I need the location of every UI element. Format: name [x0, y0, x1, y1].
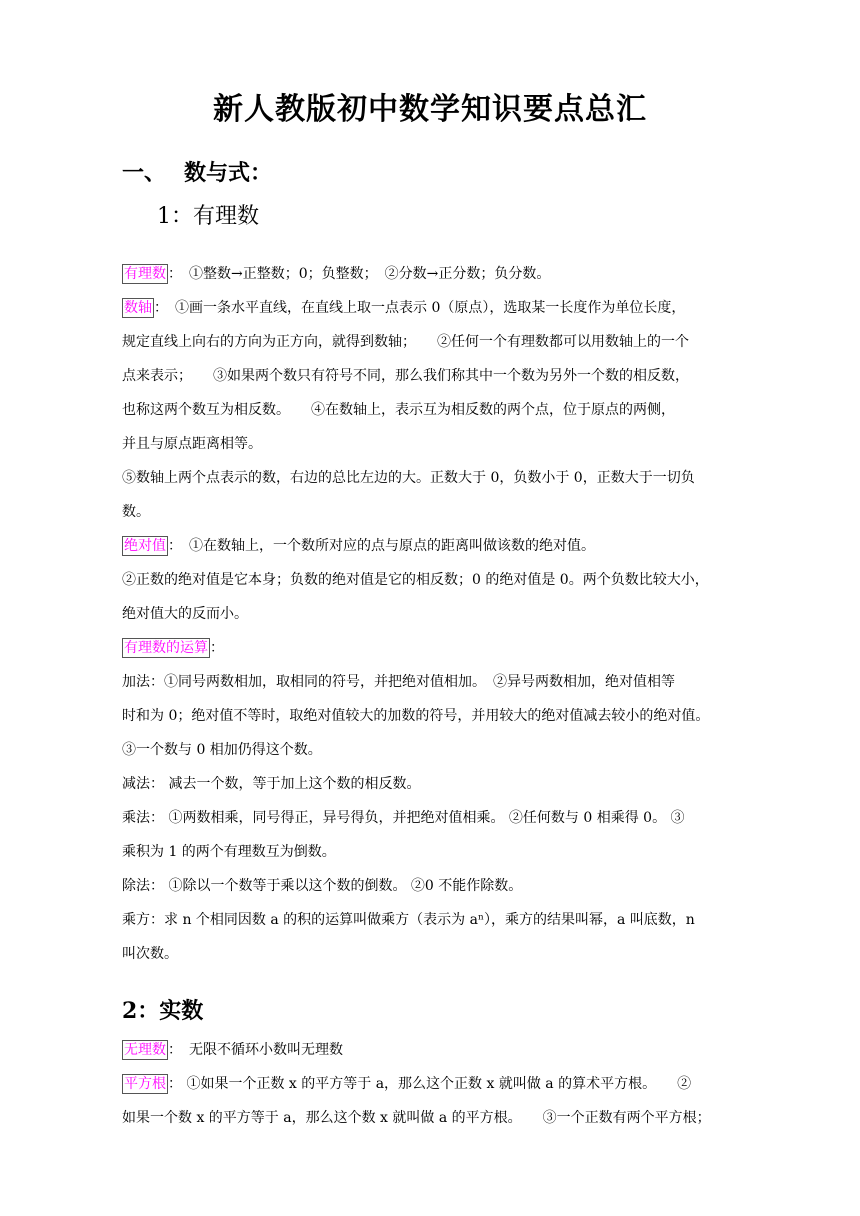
square-root-definition: 平方根 ： ①如果一个正数 x 的平方等于 a，那么这个正数 x 就叫做 a 的算术平方根。 ② 如果一个数 x 的平方等于 a，那么这个数 x 就叫做 a 的平方根。 ③一个正数有两个平方根；	[122, 1076, 711, 1126]
section-heading-numbers-and-expressions	[122, 156, 272, 187]
subsection-heading-rational: 1：有理数	[157, 204, 259, 229]
division-rules: 除法： ①除以一个数等于乘以这个数的倒数。 ②0 不能作除数。	[122, 878, 523, 894]
multiplication-rules: 乘法： ①两数相乘，同号得正，异号得负，并把绝对值相乘。 ②任何数与 0 相乘得 0。 ③ 乘积为 1 的两个有理数互为倒数。	[122, 810, 685, 860]
rational-section-body	[122, 257, 740, 971]
absolute-value-rules: ②正数的绝对值是它本身；负数的绝对值是它的相反数；0 的绝对值是 0。两个负数比较大小， 绝对值大的反而小。	[122, 572, 709, 622]
real-section-body	[122, 1033, 740, 1135]
addition-rules: 加法：①同号两数相加，取相同的符号，并把绝对值相加。 ②异号两数相加，绝对值相等 时和为 0；绝对值不等时，取绝对值较大的加数的符号，并用较大的绝对值减去较小的绝对值。 ③一个数与 0 相加仍得这个数。	[122, 674, 710, 758]
numberline-item-5: ⑤数轴上两个点表示的数，右边的总比左边的大。正数大于 0，负数小于 0，正数大于一切负 数。	[122, 470, 695, 520]
numberline-definition: 数轴 ： ①画一条水平直线，在直线上取一点表示 0（原点），选取某一长度作为单位长度， 规定直线上向右的方向为正方向，就得到数轴； ②任何一个有理数都可以用数轴上的一个 点来表示； ③如果两个数只有符号不同，那么我们称其中一个数为另外一个数的相反数， 也称这两个数互为相反数。 ④在数轴上，表示互为相反数的两个点，位于原点的两侧， 并且与原点距离相等。	[122, 300, 689, 452]
document-title: 新人教版初中数学知识要点总汇	[213, 92, 647, 127]
operations-heading: 有理数的运算 ：	[124, 640, 224, 656]
subsection-heading-real: 2：实数	[122, 998, 204, 1024]
section-label: 数与式：	[184, 160, 273, 186]
term-irrational: 无理数	[124, 1042, 166, 1058]
irrational-definition: 无理数 ： 无限不循环小数叫无理数	[124, 1042, 343, 1058]
absolute-value-definition: 绝对值 ： ①在数轴上，一个数所对应的点与原点的距离叫做该数的绝对值。	[124, 538, 595, 554]
term-absolute-value: 绝对值	[124, 538, 166, 554]
term-square-root: 平方根	[124, 1076, 166, 1092]
power-rules: 乘方：求 n 个相同因数 a 的积的运算叫做乘方（表示为 aⁿ），乘方的结果叫幂，a 叫底数，n 叫次数。	[122, 912, 695, 962]
rational-definition: 有理数 ： ①整数→正整数；0；负整数； ②分数→正分数；负分数。	[124, 266, 551, 282]
term-operations: 有理数的运算	[124, 640, 208, 656]
term-rational: 有理数	[124, 266, 166, 282]
term-numberline: 数轴	[124, 300, 152, 316]
subtraction-rule: 减法： 减去一个数，等于加上这个数的相反数。	[122, 776, 421, 792]
section-number: 一、	[122, 160, 167, 186]
